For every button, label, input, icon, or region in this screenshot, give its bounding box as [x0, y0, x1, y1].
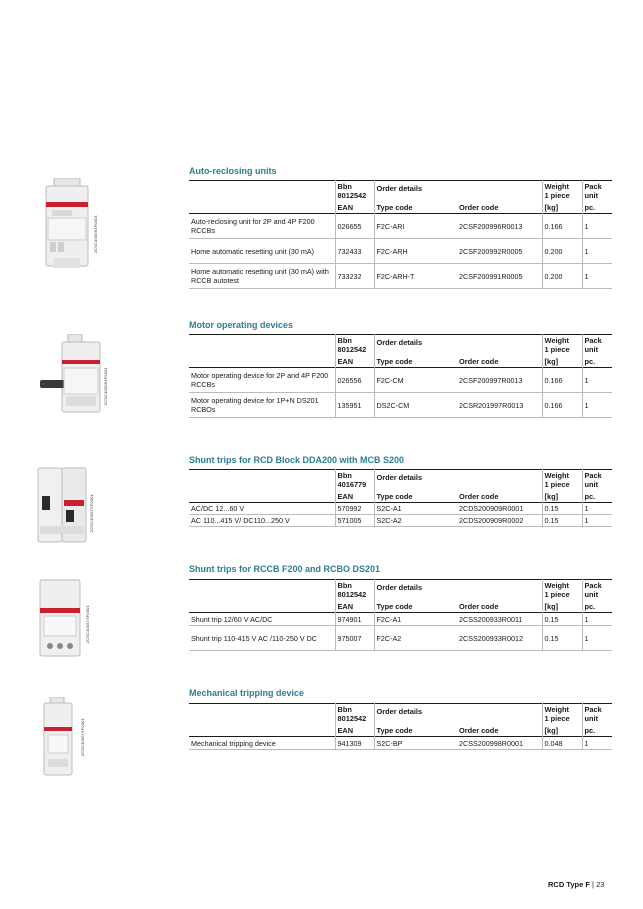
bbn-label: Bbn — [337, 581, 352, 590]
bbn-label: Bbn — [337, 182, 352, 191]
order-code-header: Order code — [459, 491, 499, 501]
bbn-label: Bbn — [337, 471, 352, 480]
table-row: Mechanical tripping device 941309 S2C-BP 2CSS200998R0001 0.048 1 — [189, 737, 612, 750]
page-number: 23 — [596, 880, 605, 889]
section-title: Shunt trips for RCD Block DDA200 with MCB S200 — [189, 455, 405, 465]
mechanical-tripping-table: Bbn 8012542 Order details Weight 1 piece Pack unit EAN Type code Order code [kg] pc. Mechanical tripping device 941309 S2C-BP 2CSS200998R0001 0.048 1 — [189, 703, 612, 750]
table-row: Shunt trip 12/60 V AC/DC 974901 F2C-A1 2CSS200933R0011 0.15 1 — [189, 613, 612, 626]
bbn-number: 4016779 — [337, 480, 367, 490]
order-details-header: Order details — [374, 335, 542, 356]
shunt-trip-dda200-table: Bbn 4016779 Order details Weight 1 piece Pack unit EAN Type code Order code [kg] pc. AC/DC 12...60 V 570992 S2C-A1 2CDS200909R0001 0.15 1 AC 110...415 V/ DC110...250 V 571005 S2C-A2 2CDS200909R0002 0.15 1 — [189, 469, 612, 527]
type-code-header: Type code — [374, 202, 457, 214]
shunt-trip-dda200-image — [36, 466, 90, 549]
order-details-header: Order details — [374, 704, 542, 725]
auto-reclosing-unit-image — [38, 178, 98, 275]
image-code: 2CSC400574F0001 — [80, 718, 85, 757]
table-row: Home automatic resetting unit (30 mA) with RCCB autotest 733232 F2C-ARH-T 2CSF200991R0005 0.200 1 — [189, 264, 612, 289]
table-row: Motor operating device for 2P and 4P F200 RCCBs 026556 F2C-CM 2CSF200997R0013 0.166 1 — [189, 368, 612, 393]
bbn-number: 8012542 — [337, 590, 367, 600]
bbn-number: 8012542 — [337, 345, 367, 355]
footer-title: RCD Type F — [548, 880, 590, 889]
bbn-number: 8012542 — [337, 714, 367, 724]
table-row: Motor operating device for 1P+N DS201 RCBOs 135951 DS2C-CM 2CSR201997R0013 0.166 1 — [189, 393, 612, 418]
image-code: 2CSC400573F0001 — [85, 605, 90, 644]
order-code-header: Order code — [459, 356, 499, 366]
image-code: 2CSC400563F0001 — [103, 367, 108, 406]
ean-header: EAN — [335, 491, 374, 503]
order-details-header: Order details — [374, 470, 542, 491]
shunt-trip-f200-image — [36, 578, 84, 663]
table-row: Shunt trip 110-415 V AC /110-250 V DC 975007 F2C-A2 2CSS200933R0012 0.15 1 — [189, 626, 612, 651]
shunt-trip-f200-table: Bbn 8012542 Order details Weight 1 piece Pack unit EAN Type code Order code [kg] pc. Shunt trip 12/60 V AC/DC 974901 F2C-A1 2CSS200933R0011 0.15 1 Shunt trip 110-415 V AC /110-250 V DC 975007 F2C-A2 2CSS200933R0012 0.15 1 — [189, 579, 612, 651]
type-code-header: Type code — [374, 491, 457, 503]
ean-header: EAN — [335, 202, 374, 214]
type-code-header: Type code — [374, 601, 457, 613]
bbn-label: Bbn — [337, 336, 352, 345]
table-row: AC/DC 12...60 V 570992 S2C-A1 2CDS200909R0001 0.15 1 — [189, 503, 612, 515]
table-row: Auto-reclosing unit for 2P and 4P F200 RCCBs 026655 F2C-ARI 2CSF200996R0013 0.166 1 — [189, 214, 612, 239]
table-row: AC 110...415 V/ DC110...250 V 571005 S2C-A2 2CDS200909R0002 0.15 1 — [189, 515, 612, 527]
image-code: 2CSC400572F0001 — [89, 494, 94, 533]
motor-operating-device-image — [40, 334, 102, 419]
order-code-header: Order code — [459, 601, 499, 611]
image-code: 2CSC400564F0001 — [93, 215, 98, 254]
type-code-header: Type code — [374, 725, 457, 737]
ean-header: EAN — [335, 356, 374, 368]
ean-header: EAN — [335, 725, 374, 737]
order-code-header: Order code — [459, 202, 499, 212]
section-title: Mechanical tripping device — [189, 688, 305, 698]
order-code-header: Order code — [459, 725, 499, 735]
section-title: Auto-reclosing units — [189, 166, 277, 176]
bbn-label: Bbn — [337, 705, 352, 714]
table-row: Home automatic resetting unit (30 mA) 732433 F2C-ARH 2CSF200992R0005 0.200 1 — [189, 239, 612, 264]
ean-header: EAN — [335, 601, 374, 613]
order-details-header: Order details — [374, 181, 542, 202]
type-code-header: Type code — [374, 356, 457, 368]
section-title: Shunt trips for RCCB F200 and RCBO DS201 — [189, 564, 381, 574]
page-footer: RCD Type F | 23 — [548, 880, 605, 889]
bbn-number: 8012542 — [337, 191, 367, 201]
auto-reclosing-table: Bbn 8012542 Order details Weight 1 piece Pack unit EAN Type code Order code [kg] pc. Auto-reclosing unit for 2P and 4P F200 RCCBs 026655 F2C-ARI 2CSF200996R0013 0.166 1 Home automatic resetting unit (30 mA) 732433 F2C-ARH 2CSF200992R0005 0.200 1 Home automatic resetting unit (30 mA) with RCCB autotest 733232 F2C-ARH-T 2CSF200991R0005 0.200 1 — [189, 180, 612, 289]
section-title: Motor operating devices — [189, 320, 294, 330]
motor-operating-table: Bbn 8012542 Order details Weight 1 piece Pack unit EAN Type code Order code [kg] pc. Motor operating device for 2P and 4P F200 RCCBs 026556 F2C-CM 2CSF200997R0013 0.166 1 Motor operating device for 1P+N DS201 RCBOs 135951 DS2C-CM 2CSR201997R0013 0.166 1 — [189, 334, 612, 418]
mechanical-tripping-device-image — [40, 697, 76, 782]
order-details-header: Order details — [374, 580, 542, 601]
